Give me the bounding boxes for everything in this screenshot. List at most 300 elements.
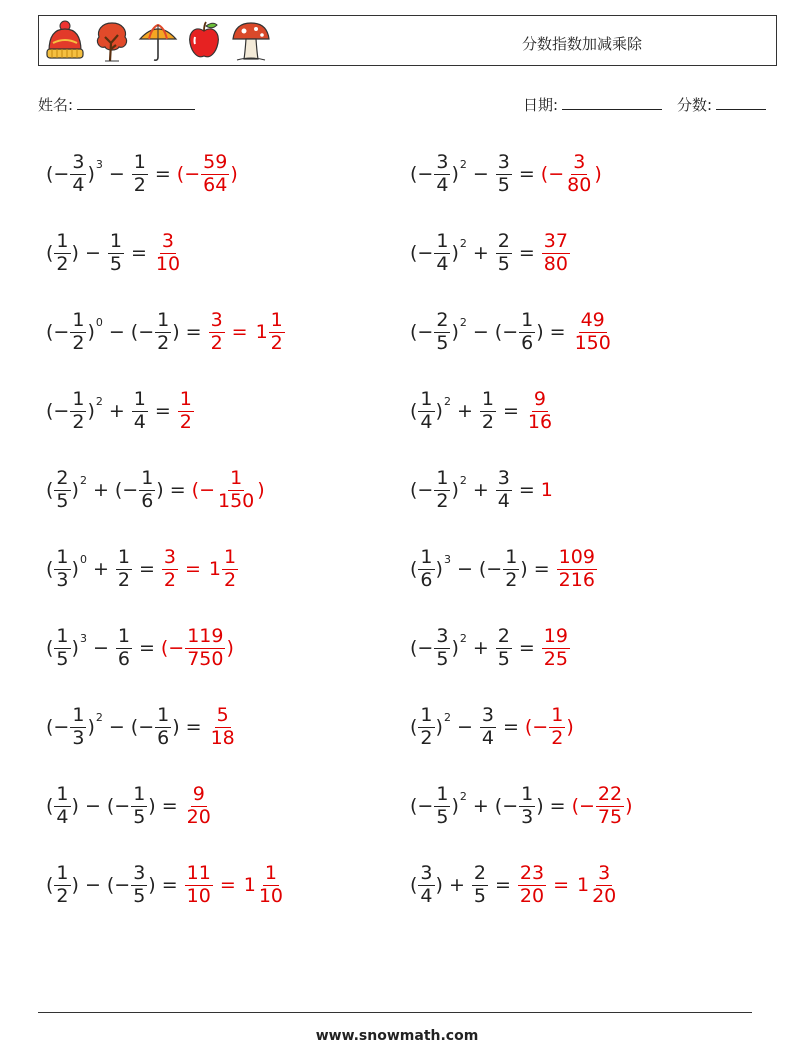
denominator: 2	[56, 252, 69, 275]
fraction	[526, 387, 554, 433]
operator: +	[472, 242, 489, 264]
denominator: 2	[420, 726, 433, 749]
denominator: 2	[157, 331, 170, 354]
operator: =	[154, 400, 171, 422]
problem-item	[410, 144, 602, 204]
operator: +	[108, 400, 125, 422]
open-paren: (	[410, 874, 418, 896]
exponent: 2	[95, 710, 103, 724]
fraction	[257, 861, 285, 907]
denominator: 3	[72, 726, 85, 749]
numerator: 1	[72, 387, 85, 410]
numerator: 3	[210, 308, 223, 331]
fraction	[596, 782, 624, 828]
operator: −	[92, 637, 109, 659]
answer	[517, 861, 619, 907]
denominator: 2	[133, 173, 146, 196]
minus-sign: −	[114, 874, 131, 896]
minus-sign: −	[53, 400, 70, 422]
answer	[541, 479, 553, 501]
paren-group	[571, 782, 633, 828]
problem-item	[410, 776, 633, 836]
open-paren: (	[46, 795, 54, 817]
numerator: 1	[109, 229, 122, 252]
denominator: 25	[543, 647, 568, 670]
numerator: 2	[497, 624, 510, 647]
equals-sign: =	[219, 874, 236, 896]
numerator: 5	[216, 703, 229, 726]
fraction	[434, 624, 450, 670]
denominator: 20	[186, 805, 211, 828]
denominator: 3	[56, 568, 69, 591]
fraction	[557, 545, 597, 591]
close-paren: )	[172, 716, 180, 738]
close-paren: )	[451, 795, 459, 817]
close-paren: )	[451, 321, 459, 343]
denominator: 2	[163, 568, 176, 591]
minus-sign: −	[53, 716, 70, 738]
numerator: 9	[192, 782, 205, 805]
close-paren: )	[566, 716, 574, 738]
fraction	[70, 308, 86, 354]
paren-group	[46, 466, 87, 512]
fraction	[139, 466, 155, 512]
paren-group	[524, 703, 574, 749]
operator: =	[138, 558, 155, 580]
denominator: 2	[505, 568, 518, 591]
operator: +	[92, 558, 109, 580]
numerator: 1	[179, 387, 192, 410]
paren-group	[410, 466, 467, 512]
denominator: 2	[436, 489, 449, 512]
problem-item	[410, 223, 571, 283]
close-paren: )	[148, 874, 156, 896]
open-paren: (	[410, 400, 418, 422]
denominator: 6	[141, 489, 154, 512]
open-paren: (	[46, 321, 54, 343]
close-paren: )	[87, 400, 95, 422]
denominator: 6	[157, 726, 170, 749]
operator: +	[472, 479, 489, 501]
fraction	[209, 703, 237, 749]
denominator: 3	[521, 805, 534, 828]
paren-group	[410, 703, 451, 749]
answer	[524, 703, 574, 749]
close-paren: )	[87, 321, 95, 343]
fraction	[162, 545, 178, 591]
numerator: 1	[420, 545, 433, 568]
paren-group	[46, 703, 103, 749]
numerator: 3	[481, 703, 494, 726]
numerator: 2	[497, 229, 510, 252]
exponent: 2	[79, 473, 87, 487]
minus-sign: −	[417, 637, 434, 659]
close-paren: )	[71, 874, 79, 896]
fraction	[54, 624, 70, 670]
problem-item	[46, 776, 214, 836]
fraction	[70, 703, 86, 749]
open-paren: (	[46, 874, 54, 896]
open-paren: (	[410, 637, 418, 659]
operator: +	[448, 874, 465, 896]
whole-number: 1	[243, 874, 256, 896]
fraction	[185, 782, 213, 828]
numerator: 1	[521, 308, 534, 331]
denominator: 4	[497, 489, 510, 512]
open-paren: (	[524, 716, 533, 738]
open-paren: (	[114, 479, 123, 501]
open-paren: (	[478, 558, 487, 580]
fraction	[496, 466, 512, 512]
exponent: 2	[95, 394, 103, 408]
open-paren: (	[571, 795, 579, 817]
fraction	[178, 387, 194, 433]
open-paren: (	[106, 874, 115, 896]
problem-item	[46, 302, 286, 362]
fraction	[108, 229, 124, 275]
close-paren: )	[536, 795, 544, 817]
close-paren: )	[71, 795, 79, 817]
denominator: 80	[567, 173, 592, 196]
score-blank[interactable]	[716, 95, 766, 110]
worksheet-title: 分数指数加减乘除	[522, 35, 643, 53]
paren-group	[46, 229, 79, 275]
fraction	[116, 545, 132, 591]
minus-sign: −	[486, 558, 503, 580]
open-paren: (	[494, 795, 503, 817]
date-label: 日期:	[523, 96, 559, 114]
operator: −	[108, 321, 125, 343]
fraction	[209, 308, 225, 354]
minus-sign: −	[168, 637, 185, 659]
numerator: 1	[117, 624, 130, 647]
fraction	[132, 387, 148, 433]
fraction	[519, 308, 535, 354]
fraction	[185, 861, 213, 907]
numerator: 1	[141, 466, 154, 489]
numerator: 1	[420, 387, 433, 410]
numerator: 49	[580, 308, 605, 331]
close-paren: )	[536, 321, 544, 343]
open-paren: (	[410, 242, 418, 264]
fraction	[216, 466, 256, 512]
fraction	[549, 703, 565, 749]
paren-group	[114, 466, 164, 512]
operator: =	[518, 637, 535, 659]
answer	[208, 308, 286, 354]
open-paren: (	[106, 795, 115, 817]
exponent: 0	[79, 552, 87, 566]
fraction	[131, 782, 147, 828]
equals-sign: =	[553, 874, 569, 896]
operator: =	[185, 321, 202, 343]
numerator: 3	[436, 150, 449, 173]
apple-icon	[185, 19, 223, 63]
denominator: 5	[109, 252, 122, 275]
open-paren: (	[46, 558, 54, 580]
numerator: 1	[436, 466, 449, 489]
whole-number: 1	[208, 558, 221, 580]
fraction	[155, 703, 171, 749]
operator: −	[84, 874, 101, 896]
close-paren: )	[71, 242, 79, 264]
open-paren: (	[46, 479, 54, 501]
open-paren: (	[410, 716, 418, 738]
equals-sign: =	[231, 321, 248, 343]
operator: =	[161, 795, 178, 817]
denominator: 4	[133, 410, 146, 433]
operator: −	[108, 716, 125, 738]
paren-group	[160, 624, 234, 670]
answer	[153, 229, 183, 275]
fraction	[434, 308, 450, 354]
paren-group	[410, 545, 451, 591]
paren-group	[176, 150, 238, 196]
numerator: 1	[551, 703, 564, 726]
footer-divider	[38, 1012, 752, 1013]
problem-item	[46, 381, 195, 441]
paren-group	[106, 861, 156, 907]
fraction	[155, 308, 171, 354]
numerator: 1	[72, 703, 85, 726]
numerator: 1	[157, 308, 170, 331]
numerator: 109	[558, 545, 595, 568]
answer	[184, 782, 214, 828]
date-blank[interactable]	[562, 95, 662, 110]
fraction	[418, 545, 434, 591]
operator: =	[518, 479, 535, 501]
denominator: 5	[436, 805, 449, 828]
denominator: 2	[210, 331, 223, 354]
numerator: 1	[521, 782, 534, 805]
close-paren: )	[451, 637, 459, 659]
paren-group	[410, 782, 467, 828]
denominator: 4	[420, 884, 433, 907]
close-paren: )	[257, 479, 265, 501]
answer	[540, 150, 602, 196]
open-paren: (	[410, 479, 418, 501]
numerator: 1	[133, 782, 146, 805]
minus-sign: −	[53, 163, 70, 185]
operator: =	[154, 163, 171, 185]
open-paren: (	[160, 637, 169, 659]
numerator: 11	[186, 861, 211, 884]
answer	[556, 545, 598, 591]
whole-number: 1	[255, 321, 268, 343]
denominator: 20	[519, 884, 545, 907]
operator: +	[92, 479, 109, 501]
denominator: 2	[481, 410, 494, 433]
close-paren: )	[71, 637, 79, 659]
fraction	[434, 150, 450, 196]
numerator: 3	[573, 150, 586, 173]
equals-sign: =	[184, 558, 201, 580]
open-paren: (	[130, 321, 139, 343]
answer	[208, 703, 238, 749]
close-paren: )	[435, 558, 443, 580]
numerator: 1	[72, 308, 85, 331]
fraction	[154, 229, 182, 275]
numerator: 3	[161, 229, 175, 252]
numerator: 9	[533, 387, 547, 410]
numerator: 1	[270, 308, 283, 331]
operator: =	[549, 321, 566, 343]
numerator: 3	[133, 861, 146, 884]
denominator: 2	[72, 410, 85, 433]
paren-group	[410, 861, 443, 907]
hat-icon	[43, 19, 87, 63]
numerator: 3	[497, 466, 510, 489]
numerator: 2	[56, 466, 69, 489]
open-paren: (	[191, 479, 200, 501]
problem-item	[410, 697, 574, 757]
fraction	[434, 229, 450, 275]
denominator: 5	[56, 647, 69, 670]
fraction	[565, 150, 593, 196]
fraction	[54, 229, 70, 275]
problem-item	[410, 460, 553, 520]
umbrella-icon	[137, 19, 179, 63]
close-paren: )	[520, 558, 528, 580]
problem-item	[410, 618, 571, 678]
denominator: 80	[543, 252, 568, 275]
exponent: 3	[79, 631, 87, 645]
denominator: 150	[574, 331, 611, 354]
open-paren: (	[410, 795, 418, 817]
answer	[184, 861, 286, 907]
denominator: 2	[72, 331, 85, 354]
problem-item	[46, 618, 234, 678]
numerator: 37	[543, 229, 568, 252]
paren-group	[410, 229, 467, 275]
numerator: 3	[163, 545, 176, 568]
numerator: 1	[264, 861, 277, 884]
answer	[160, 624, 234, 670]
fraction	[70, 387, 86, 433]
numerator: 1	[436, 782, 449, 805]
tree-icon	[93, 19, 131, 63]
denominator: 5	[436, 331, 449, 354]
exponent: 2	[459, 631, 467, 645]
close-paren: )	[226, 637, 234, 659]
open-paren: (	[410, 163, 418, 185]
denominator: 4	[436, 252, 449, 275]
denominator: 4	[420, 410, 433, 433]
minus-sign: −	[138, 321, 155, 343]
close-paren: )	[451, 479, 459, 501]
denominator: 5	[497, 647, 510, 670]
numerator: 23	[519, 861, 545, 884]
exponent: 2	[443, 710, 451, 724]
paren-group	[478, 545, 528, 591]
exponent: 2	[459, 789, 467, 803]
name-label: 姓名:	[38, 96, 74, 114]
numerator: 1	[56, 229, 69, 252]
paren-group	[46, 545, 87, 591]
close-paren: )	[87, 163, 95, 185]
problem-item	[46, 697, 238, 757]
open-paren: (	[130, 716, 139, 738]
numerator: 1	[230, 466, 243, 489]
name-blank[interactable]	[77, 95, 195, 110]
minus-sign: −	[199, 479, 215, 501]
fraction	[503, 545, 519, 591]
open-paren: (	[410, 558, 418, 580]
denominator: 75	[597, 805, 623, 828]
numerator: 3	[72, 150, 85, 173]
operator: +	[472, 795, 489, 817]
operator: =	[138, 637, 155, 659]
minus-sign: −	[417, 479, 434, 501]
fraction	[132, 150, 148, 196]
denominator: 5	[497, 252, 510, 275]
minus-sign: −	[122, 479, 139, 501]
numerator: 1	[56, 861, 69, 884]
fraction	[496, 229, 512, 275]
paren-group	[106, 782, 156, 828]
denominator: 5	[497, 173, 510, 196]
fraction	[590, 861, 618, 907]
problem-item	[410, 855, 619, 915]
denominator: 6	[420, 568, 433, 591]
numerator: 3	[420, 861, 433, 884]
fraction	[518, 861, 546, 907]
close-paren: )	[172, 321, 180, 343]
fraction	[131, 861, 147, 907]
numerator: 22	[597, 782, 623, 805]
operator: −	[84, 795, 101, 817]
denominator: 5	[56, 489, 69, 512]
numerator: 2	[473, 861, 486, 884]
fraction	[542, 229, 570, 275]
close-paren: )	[435, 874, 443, 896]
denominator: 2	[117, 568, 130, 591]
minus-sign: −	[53, 321, 70, 343]
denominator: 4	[436, 173, 449, 196]
fraction	[70, 150, 86, 196]
denominator: 150	[217, 489, 255, 512]
fraction	[201, 150, 229, 196]
score-label: 分数:	[677, 96, 713, 114]
paren-group	[130, 308, 180, 354]
numerator: 1	[56, 624, 69, 647]
numerator: 1	[420, 703, 433, 726]
operator: −	[472, 321, 489, 343]
answer	[177, 387, 195, 433]
exponent: 2	[443, 394, 451, 408]
fraction	[418, 387, 434, 433]
operator: −	[84, 242, 101, 264]
operator: =	[169, 479, 186, 501]
denominator: 2	[223, 568, 237, 591]
numerator: 1	[56, 782, 69, 805]
problem-item	[410, 302, 614, 362]
numerator: 1	[223, 545, 237, 568]
minus-sign: −	[417, 795, 434, 817]
denominator: 5	[133, 805, 146, 828]
open-paren: (	[540, 163, 549, 185]
close-paren: )	[71, 558, 79, 580]
paren-group	[46, 861, 79, 907]
denominator: 5	[436, 647, 449, 670]
minus-sign: −	[548, 163, 565, 185]
denominator: 4	[56, 805, 69, 828]
close-paren: )	[435, 716, 443, 738]
denominator: 2	[551, 726, 564, 749]
paren-group	[410, 308, 467, 354]
operator: −	[456, 716, 473, 738]
denominator: 18	[210, 726, 235, 749]
